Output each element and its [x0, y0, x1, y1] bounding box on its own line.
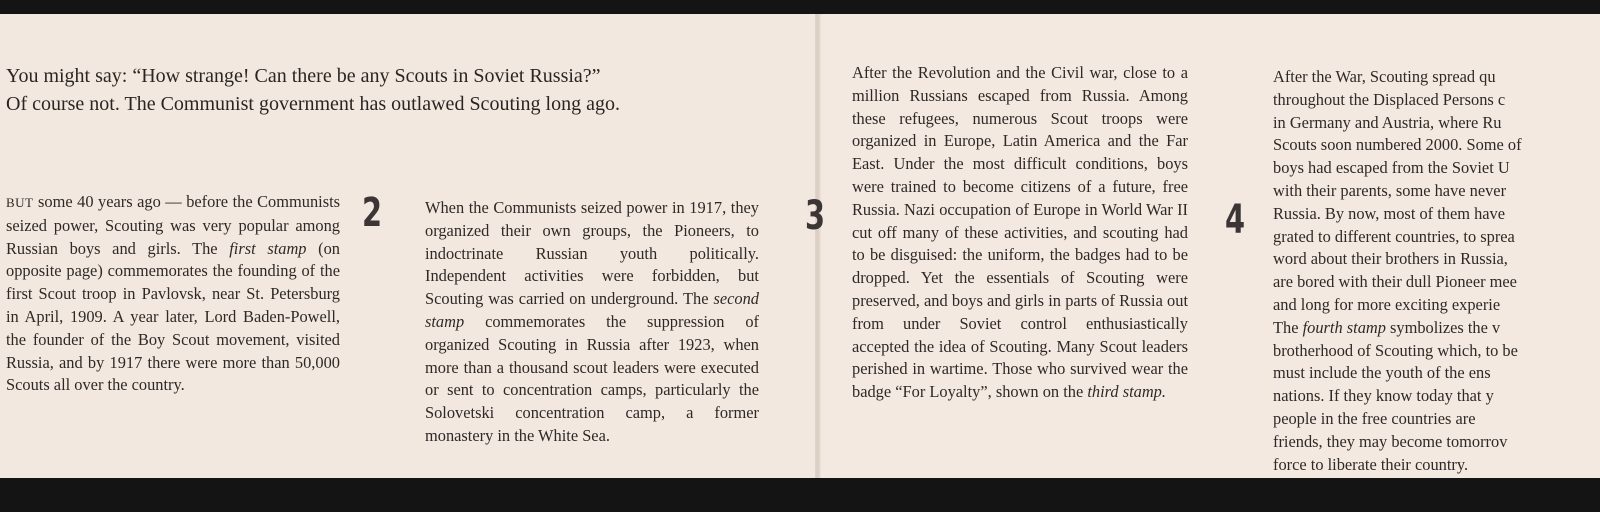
section-4-line: word about their brothers in Russia, — [1273, 249, 1508, 269]
section-4-line: force to liberate their country. — [1273, 454, 1469, 474]
section-4-line: grated to different countries, to sprea — [1273, 226, 1515, 246]
section-2-text — [425, 197, 759, 448]
intro-line-2: Of course not. The Communist government has outlawed Scouting long ago. — [6, 93, 620, 115]
section-4-text — [1273, 66, 1600, 476]
section-1-text-b: (on opposite page) commemorates the founding of the first Scout troop in Pavlovsk, near St. Petersburg in April, 1909. A year later, Lord Baden-Powell, the founder of the Boy Scout movement, visited Russia, and by 1917 there were more than 50,000 Scouts all over the country. — [6, 238, 340, 395]
section-3-text-a: After the Revolution and the Civil war, close to a million Russians escaped from Russia. Among these refugees, numerous Scout troops were organized in Europe, Latin America and the Far East. Under the most difficult conditions, boys were trained to become citizens of a future, free Russia. Nazi occupation of Europe in World War II cut off many of these activities, and scouting had to be disguised: the uniform, the badges had to be dropped. Yet the essentials of Scouting were preserved, and boys and girls in parts of Russia out from under Soviet control enthusiastically accepted the idea of Scouting. Many Scout leaders perished in wartime. Those who survived wear the badge “For Loyalty”, shown on the — [852, 63, 1188, 402]
section-4-line: After the War, Scouting spread qu — [1273, 67, 1496, 86]
section-4-line: nations. If they know today that y — [1273, 386, 1494, 406]
section-4-line: brotherhood of Scouting which, to be — [1273, 340, 1518, 360]
section-4-line: with their parents, some have never — [1273, 180, 1507, 200]
section-4-line: people in the free countries are — [1273, 408, 1476, 428]
section-4-line: Russia. By now, most of them have — [1273, 203, 1506, 223]
section-4-line: must include the youth of the ens — [1273, 363, 1491, 383]
section-4-line: are bored with their dull Pioneer mee — [1273, 272, 1517, 292]
intro-line-1: You might say: “How strange! Can there be any Scouts in Soviet Russia?” — [6, 65, 601, 87]
section-4-line: Scouts soon numbered 2000. Some of — [1273, 135, 1522, 155]
section-4-line12-b: symbolizes the v — [1385, 317, 1501, 337]
section-4-number: 4 — [1225, 197, 1246, 243]
section-2-text-b: commemorates the suppression of organized Scouting in Russia after 1923, when more than a thousand scout leaders were executed or sent to concentration camps, particularly the Solovetski concentration camp, a former monastery in the White Sea. — [425, 311, 759, 445]
section-1-text-a: some 40 years ago — before the Communists seized power, Scouting was very popular among Russian boys and girls. The — [6, 192, 340, 258]
section-1-text — [6, 191, 340, 397]
section-4-line: boys had escaped from the Soviet U — [1273, 158, 1510, 178]
section-4-line: throughout the Displaced Persons c — [1273, 89, 1506, 109]
section-4-line12-a: The — [1273, 317, 1303, 337]
section-1-emphasis: first stamp — [229, 238, 307, 258]
page-fold — [815, 14, 821, 478]
section-4-line: in Germany and Austria, where Ru — [1273, 112, 1502, 132]
section-2-number: 2 — [362, 190, 383, 236]
intro-paragraph — [6, 62, 726, 118]
section-4-line: and long for more exciting experie — [1273, 294, 1501, 314]
section-2-emphasis: second stamp — [425, 289, 759, 331]
section-2-text-a: When the Communists seized power in 1917, they organized their own groups, the Pioneers, to indoctrinate Russian youth politically. Independent activities were forbidden, but Scouting was carried on underground. The — [425, 198, 759, 309]
section-3-number: 3 — [805, 193, 826, 239]
section-3-text — [852, 62, 1188, 404]
section-1-lead: BUT — [6, 195, 34, 210]
section-4-line — [1273, 317, 1600, 340]
section-4-emphasis: fourth stamp — [1302, 317, 1386, 337]
section-4-line: friends, they may become tomorrov — [1273, 431, 1508, 451]
section-3-emphasis: third stamp. — [1087, 382, 1166, 402]
